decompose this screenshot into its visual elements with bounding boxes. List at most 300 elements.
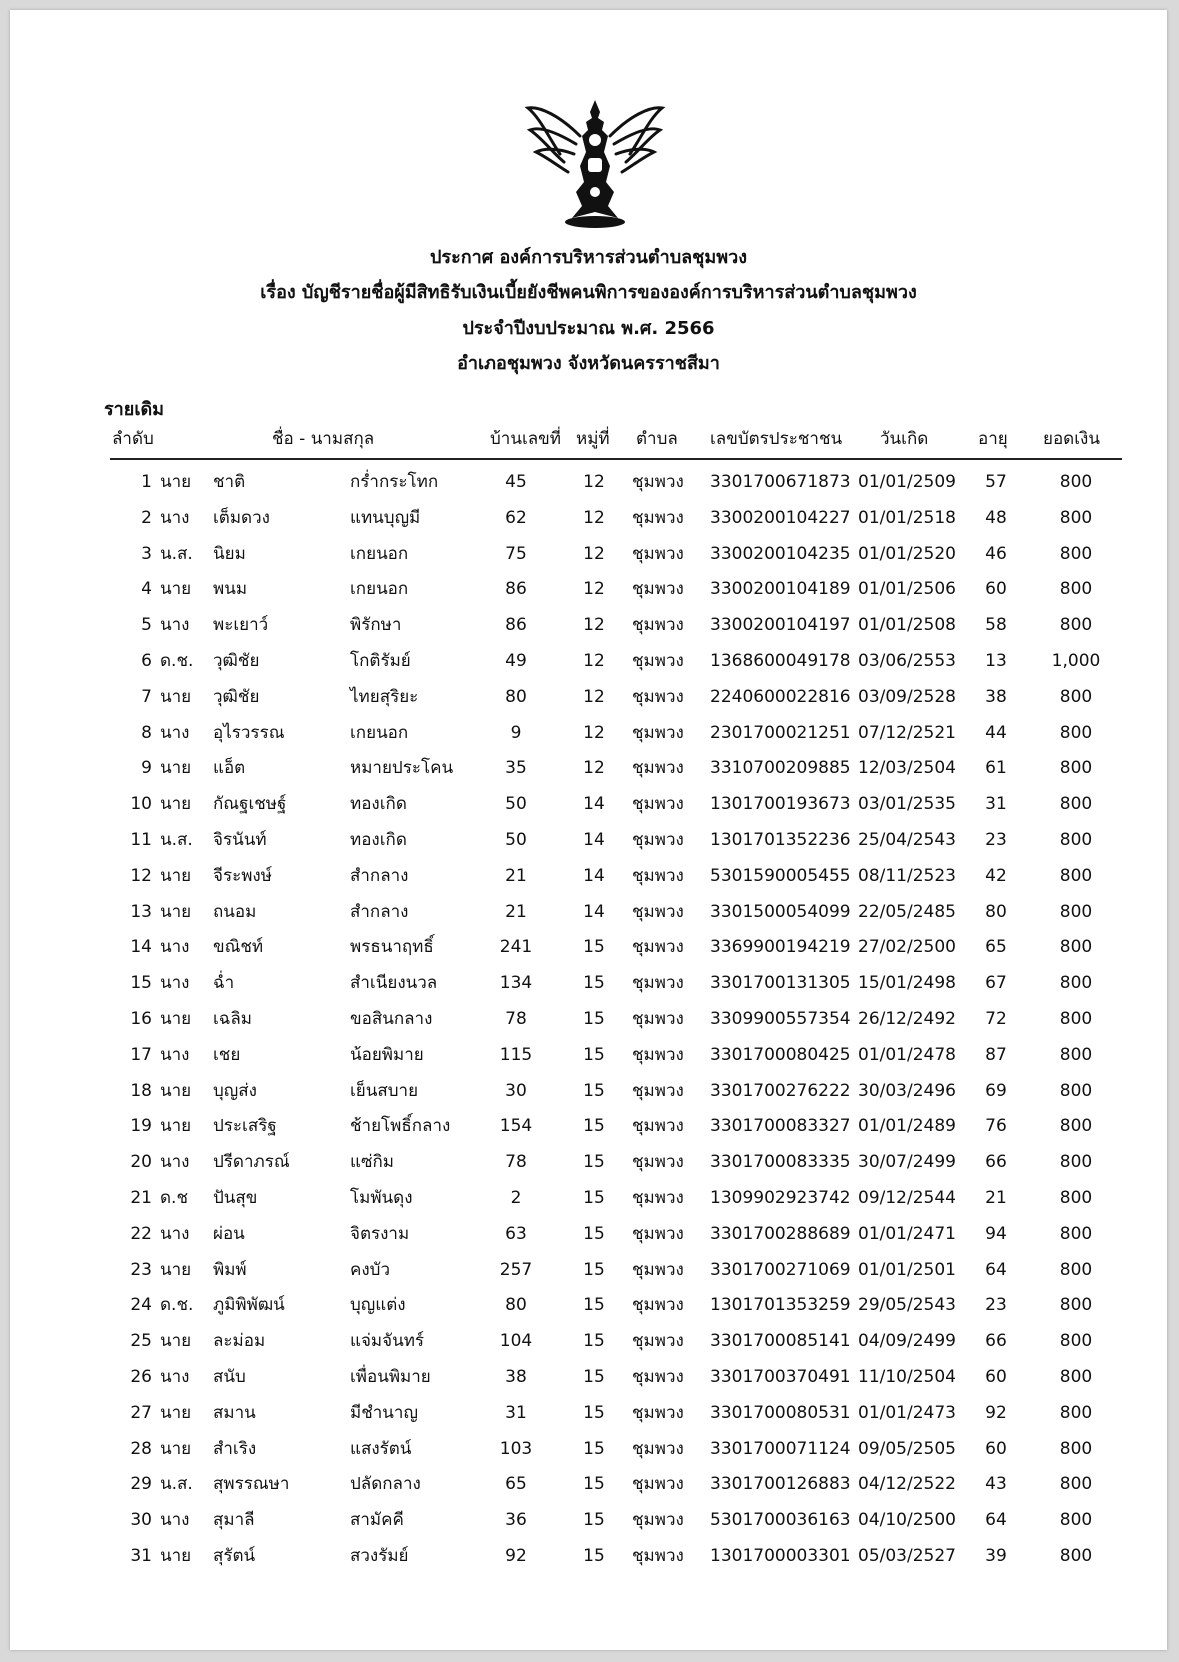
row-prefix: นาย <box>160 1080 192 1101</box>
row-prefix: นาย <box>160 794 192 815</box>
row-birth-date: 03/01/2535 <box>858 794 956 815</box>
table-row <box>10 859 1167 895</box>
row-age: 57 <box>985 472 1007 492</box>
row-moo: 15 <box>583 1545 605 1566</box>
row-amount: 800 <box>1059 1474 1093 1495</box>
row-amount: 800 <box>1059 865 1093 886</box>
row-tambon: ชุมพวง <box>632 579 684 600</box>
row-id-number: 3301700370491 <box>710 1366 851 1387</box>
row-number: 31 <box>130 1545 152 1566</box>
row-id-number: 3300200104227 <box>710 507 851 528</box>
row-last-name: ไทยสุริยะ <box>350 686 419 707</box>
row-amount: 1,000 <box>1051 650 1101 671</box>
row-first-name: นิยม <box>213 543 246 564</box>
row-number: 14 <box>130 937 152 958</box>
row-house-no: 241 <box>499 937 533 958</box>
row-amount: 800 <box>1059 829 1093 850</box>
row-tambon: ชุมพวง <box>632 758 684 779</box>
row-id-number: 3301700271069 <box>710 1259 851 1280</box>
row-tambon: ชุมพวง <box>632 1152 684 1173</box>
row-age: 21 <box>985 1187 1007 1208</box>
row-birth-date: 09/12/2544 <box>858 1187 956 1208</box>
row-prefix: นาง <box>160 1366 190 1387</box>
section-label: รายเดิม <box>104 399 165 420</box>
row-amount: 800 <box>1059 543 1093 564</box>
row-last-name: ทองเกิด <box>350 829 407 850</box>
row-amount: 800 <box>1059 1223 1093 1244</box>
row-birth-date: 04/09/2499 <box>858 1331 956 1352</box>
district-province: อำเภอชุมพวง จังหวัดนครราชสีมา <box>457 353 720 374</box>
row-prefix: ด.ช <box>160 1187 188 1208</box>
row-id-number: 3301700276222 <box>710 1080 851 1101</box>
row-house-no: 35 <box>505 758 527 779</box>
row-first-name: ปรีดาภรณ์ <box>213 1152 290 1173</box>
row-tambon: ชุมพวง <box>632 1223 684 1244</box>
row-number: 4 <box>141 579 152 600</box>
row-number: 19 <box>130 1116 152 1137</box>
row-moo: 15 <box>583 973 605 994</box>
row-number: 1 <box>141 472 152 492</box>
row-moo: 12 <box>583 615 605 636</box>
row-prefix: น.ส. <box>160 829 193 850</box>
row-age: 44 <box>985 722 1007 743</box>
row-house-no: 50 <box>505 829 527 850</box>
row-last-name: แสงรัตน์ <box>350 1438 412 1459</box>
row-amount: 800 <box>1059 1295 1093 1316</box>
row-moo: 15 <box>583 1295 605 1316</box>
row-birth-date: 30/07/2499 <box>858 1152 956 1173</box>
row-first-name: บุญส่ง <box>213 1080 257 1101</box>
row-tambon: ชุมพวง <box>632 1008 684 1029</box>
row-number: 5 <box>141 615 152 636</box>
announcement-title: ประกาศ องค์การบริหารส่วนตำบลชุมพวง <box>429 247 747 268</box>
row-first-name: ภูมิพิพัฒน์ <box>213 1295 285 1316</box>
row-last-name: พิรักษา <box>350 615 402 636</box>
row-moo: 15 <box>583 1152 605 1173</box>
row-prefix: นาง <box>160 1044 190 1065</box>
table-row <box>10 1432 1167 1468</box>
row-age: 69 <box>985 1080 1007 1101</box>
row-prefix: นาง <box>160 722 190 743</box>
row-amount: 800 <box>1059 1545 1093 1566</box>
garuda-emblem-icon <box>520 96 670 231</box>
row-tambon: ชุมพวง <box>632 1116 684 1137</box>
row-birth-date: 01/01/2509 <box>858 472 956 492</box>
row-first-name: ผ่อน <box>213 1223 245 1244</box>
row-birth-date: 05/03/2527 <box>858 1545 956 1566</box>
row-id-number: 1301701353259 <box>710 1295 851 1316</box>
row-house-no: 103 <box>499 1438 533 1459</box>
column-header-tambon: ตำบล <box>636 429 678 449</box>
row-id-number: 3301700071124 <box>710 1438 851 1459</box>
row-birth-date: 01/01/2518 <box>858 507 956 528</box>
row-age: 38 <box>985 686 1007 707</box>
row-first-name: ชาติ <box>213 472 246 492</box>
header-divider <box>110 458 1122 460</box>
row-amount: 800 <box>1059 901 1093 922</box>
row-tambon: ชุมพวง <box>632 901 684 922</box>
row-house-no: 31 <box>505 1402 527 1423</box>
row-prefix: นาย <box>160 1008 192 1029</box>
row-moo: 15 <box>583 1223 605 1244</box>
row-amount: 800 <box>1059 1438 1093 1459</box>
row-first-name: ถนอม <box>213 901 257 922</box>
row-id-number: 3301700080425 <box>710 1044 851 1065</box>
row-birth-date: 01/01/2508 <box>858 615 956 636</box>
row-id-number: 5301700036163 <box>710 1510 851 1531</box>
row-number: 24 <box>130 1295 152 1316</box>
row-house-no: 62 <box>505 507 527 528</box>
column-header-id: เลขบัตรประชาชน <box>710 429 843 449</box>
row-amount: 800 <box>1059 1187 1093 1208</box>
row-prefix: ด.ช. <box>160 1295 194 1316</box>
table-row <box>10 1038 1167 1074</box>
row-number: 8 <box>141 722 152 743</box>
row-birth-date: 22/05/2485 <box>858 901 956 922</box>
row-number: 21 <box>130 1187 152 1208</box>
row-first-name: พะเยาว์ <box>213 615 269 636</box>
row-age: 66 <box>985 1152 1007 1173</box>
row-moo: 12 <box>583 722 605 743</box>
row-amount: 800 <box>1059 1331 1093 1352</box>
row-birth-date: 04/10/2500 <box>858 1510 956 1531</box>
row-birth-date: 01/01/2471 <box>858 1223 956 1244</box>
row-moo: 12 <box>583 686 605 707</box>
row-first-name: ฉ่ำ <box>213 973 235 994</box>
row-age: 46 <box>985 543 1007 564</box>
row-prefix: นาย <box>160 758 192 779</box>
row-last-name: คงบัว <box>350 1259 391 1280</box>
row-moo: 14 <box>583 901 605 922</box>
row-tambon: ชุมพวง <box>632 1474 684 1495</box>
row-age: 80 <box>985 901 1007 922</box>
row-first-name: พนม <box>213 579 248 600</box>
row-birth-date: 01/01/2501 <box>858 1259 956 1280</box>
row-first-name: ขณิชท์ <box>213 937 264 958</box>
row-amount: 800 <box>1059 615 1093 636</box>
row-last-name: โมพันดุง <box>350 1187 413 1208</box>
row-tambon: ชุมพวง <box>632 650 684 671</box>
table-row <box>10 537 1167 573</box>
row-id-number: 3301700083327 <box>710 1116 851 1137</box>
row-age: 13 <box>985 650 1007 671</box>
table-row <box>10 1109 1167 1145</box>
row-birth-date: 26/12/2492 <box>858 1008 956 1029</box>
row-prefix: นาย <box>160 865 192 886</box>
row-house-no: 38 <box>505 1366 527 1387</box>
row-prefix: นาย <box>160 1438 192 1459</box>
table-row <box>10 1360 1167 1396</box>
row-age: 23 <box>985 1295 1007 1316</box>
row-moo: 15 <box>583 1510 605 1531</box>
row-amount: 800 <box>1059 507 1093 528</box>
table-row <box>10 1324 1167 1360</box>
row-last-name: โกติรัมย์ <box>350 650 411 671</box>
row-amount: 800 <box>1059 1366 1093 1387</box>
row-last-name: ทองเกิด <box>350 794 407 815</box>
row-tambon: ชุมพวง <box>632 1259 684 1280</box>
row-prefix: นาย <box>160 1116 192 1137</box>
row-number: 13 <box>130 901 152 922</box>
column-header-dob: วันเกิด <box>880 429 929 449</box>
table-row <box>10 787 1167 823</box>
row-moo: 15 <box>583 1187 605 1208</box>
row-tambon: ชุมพวง <box>632 1044 684 1065</box>
row-prefix: นาง <box>160 615 190 636</box>
row-last-name: ช้ายโพธิ์กลาง <box>350 1116 451 1137</box>
row-tambon: ชุมพวง <box>632 1295 684 1316</box>
row-birth-date: 08/11/2523 <box>858 865 956 886</box>
beneficiary-table <box>10 465 1167 1575</box>
row-house-no: 257 <box>499 1259 533 1280</box>
row-id-number: 3301700083335 <box>710 1152 851 1173</box>
row-tambon: ชุมพวง <box>632 865 684 886</box>
row-house-no: 154 <box>499 1116 533 1137</box>
column-header-moo: หมู่ที่ <box>576 429 610 449</box>
row-number: 22 <box>130 1223 152 1244</box>
row-amount: 800 <box>1059 794 1093 815</box>
row-house-no: 78 <box>505 1008 527 1029</box>
row-age: 64 <box>985 1510 1007 1531</box>
row-house-no: 65 <box>505 1474 527 1495</box>
row-tambon: ชุมพวง <box>632 507 684 528</box>
row-age: 42 <box>985 865 1007 886</box>
row-number: 2 <box>141 507 152 528</box>
row-tambon: ชุมพวง <box>632 1187 684 1208</box>
row-house-no: 21 <box>505 865 527 886</box>
column-header-house: บ้านเลขที่ <box>490 429 562 449</box>
row-amount: 800 <box>1059 1402 1093 1423</box>
row-amount: 800 <box>1059 1044 1093 1065</box>
row-prefix: นาง <box>160 1223 190 1244</box>
row-id-number: 1301700193673 <box>710 794 851 815</box>
row-tambon: ชุมพวง <box>632 794 684 815</box>
row-house-no: 86 <box>505 579 527 600</box>
table-row <box>10 608 1167 644</box>
row-age: 64 <box>985 1259 1007 1280</box>
row-age: 61 <box>985 758 1007 779</box>
row-prefix: นาย <box>160 579 192 600</box>
row-house-no: 63 <box>505 1223 527 1244</box>
row-house-no: 45 <box>505 472 527 492</box>
row-amount: 800 <box>1059 1080 1093 1101</box>
row-last-name: กร่ำกระโทก <box>350 472 439 492</box>
row-age: 94 <box>985 1223 1007 1244</box>
row-tambon: ชุมพวง <box>632 472 684 492</box>
row-prefix: นาง <box>160 937 190 958</box>
row-number: 27 <box>130 1402 152 1423</box>
row-first-name: แอ็ต <box>213 758 246 779</box>
row-amount: 800 <box>1059 472 1093 492</box>
row-number: 16 <box>130 1008 152 1029</box>
row-number: 3 <box>141 543 152 564</box>
row-prefix: นาย <box>160 1259 192 1280</box>
table-row <box>10 930 1167 966</box>
row-number: 18 <box>130 1080 152 1101</box>
row-amount: 800 <box>1059 579 1093 600</box>
table-row <box>10 823 1167 859</box>
announcement-subject: เรื่อง บัญชีรายชื่อผู้มีสิทธิรับเงินเบี้ยยังชีพคนพิการขององค์การบริหารส่วนตำบลชุมพวง <box>260 282 917 303</box>
row-moo: 12 <box>583 472 605 492</box>
row-id-number: 3301700080531 <box>710 1402 851 1423</box>
row-moo: 12 <box>583 758 605 779</box>
column-header-name: ชื่อ - นามสกุล <box>272 429 375 449</box>
row-tambon: ชุมพวง <box>632 686 684 707</box>
table-row <box>10 716 1167 752</box>
row-house-no: 9 <box>510 722 522 743</box>
row-first-name: พิมพ์ <box>213 1259 247 1280</box>
row-id-number: 3301700126883 <box>710 1474 851 1495</box>
row-birth-date: 01/01/2478 <box>858 1044 956 1065</box>
row-id-number: 3309900557354 <box>710 1008 851 1029</box>
table-row <box>10 1181 1167 1217</box>
row-last-name: จิตรงาม <box>350 1223 410 1244</box>
row-first-name: เต็มดวง <box>213 507 270 528</box>
row-amount: 800 <box>1059 1510 1093 1531</box>
row-first-name: กัณฐเชษฐ์ <box>213 794 287 815</box>
row-first-name: เชย <box>213 1044 241 1065</box>
row-amount: 800 <box>1059 1259 1093 1280</box>
row-number: 29 <box>130 1474 152 1495</box>
row-house-no: 2 <box>510 1187 522 1208</box>
row-number: 9 <box>141 758 152 779</box>
row-number: 25 <box>130 1331 152 1352</box>
row-age: 60 <box>985 1366 1007 1387</box>
row-amount: 800 <box>1059 937 1093 958</box>
row-age: 31 <box>985 794 1007 815</box>
row-last-name: แซ่กิม <box>350 1152 394 1173</box>
row-age: 76 <box>985 1116 1007 1137</box>
row-number: 6 <box>141 650 152 671</box>
row-birth-date: 04/12/2522 <box>858 1474 956 1495</box>
table-row <box>10 465 1167 501</box>
row-last-name: สำเนียงนวล <box>350 973 438 994</box>
table-row <box>10 895 1167 931</box>
row-age: 66 <box>985 1331 1007 1352</box>
row-birth-date: 01/01/2473 <box>858 1402 956 1423</box>
row-birth-date: 27/02/2500 <box>858 937 956 958</box>
row-first-name: วุฒิชัย <box>213 650 260 671</box>
row-birth-date: 07/12/2521 <box>858 722 956 743</box>
row-first-name: ปันสุข <box>213 1187 258 1208</box>
row-number: 10 <box>130 794 152 815</box>
row-age: 65 <box>985 937 1007 958</box>
row-amount: 800 <box>1059 1116 1093 1137</box>
column-header-amount: ยอดเงิน <box>1043 429 1100 449</box>
row-last-name: มีชำนาญ <box>350 1402 418 1423</box>
row-first-name: สำเริง <box>213 1438 257 1459</box>
row-birth-date: 03/09/2528 <box>858 686 956 707</box>
row-tambon: ชุมพวง <box>632 1080 684 1101</box>
row-number: 20 <box>130 1152 152 1173</box>
column-header-age: อายุ <box>978 429 1008 449</box>
row-last-name: เพื่อนพิมาย <box>350 1366 431 1387</box>
row-id-number: 3300200104197 <box>710 615 851 636</box>
document-page <box>10 10 1167 1650</box>
row-moo: 15 <box>583 1474 605 1495</box>
row-last-name: เย็นสบาย <box>350 1080 419 1101</box>
row-id-number: 1301701352236 <box>710 829 851 850</box>
row-birth-date: 12/03/2504 <box>858 758 956 779</box>
row-id-number: 1309902923742 <box>710 1187 851 1208</box>
row-moo: 14 <box>583 865 605 886</box>
row-prefix: นาง <box>160 507 190 528</box>
row-tambon: ชุมพวง <box>632 543 684 564</box>
row-prefix: น.ส. <box>160 1474 193 1495</box>
row-amount: 800 <box>1059 686 1093 707</box>
row-number: 30 <box>130 1510 152 1531</box>
row-age: 43 <box>985 1474 1007 1495</box>
row-age: 58 <box>985 615 1007 636</box>
row-first-name: อุไรวรรณ <box>213 722 285 743</box>
row-first-name: สุรัตน์ <box>213 1545 256 1566</box>
table-row <box>10 1253 1167 1289</box>
row-house-no: 92 <box>505 1545 527 1566</box>
row-moo: 15 <box>583 1331 605 1352</box>
row-tambon: ชุมพวง <box>632 1510 684 1531</box>
row-prefix: นาย <box>160 901 192 922</box>
row-first-name: สุพรรณษา <box>213 1474 290 1495</box>
row-number: 23 <box>130 1259 152 1280</box>
row-birth-date: 25/04/2543 <box>858 829 956 850</box>
row-prefix: ด.ช. <box>160 650 194 671</box>
row-age: 60 <box>985 1438 1007 1459</box>
table-row <box>10 1288 1167 1324</box>
row-last-name: พรธนาฤทธิ์ <box>350 937 434 958</box>
row-first-name: ละม่อม <box>213 1331 266 1352</box>
row-moo: 14 <box>583 829 605 850</box>
row-id-number: 3301500054099 <box>710 901 851 922</box>
row-tambon: ชุมพวง <box>632 1545 684 1566</box>
row-age: 23 <box>985 829 1007 850</box>
row-prefix: นาย <box>160 472 192 492</box>
row-prefix: นาย <box>160 686 192 707</box>
row-moo: 12 <box>583 543 605 564</box>
row-age: 72 <box>985 1008 1007 1029</box>
row-id-number: 3300200104189 <box>710 579 851 600</box>
row-birth-date: 29/05/2543 <box>858 1295 956 1316</box>
row-moo: 15 <box>583 1366 605 1387</box>
row-last-name: สำกลาง <box>350 901 409 922</box>
row-id-number: 1301700003301 <box>710 1545 851 1566</box>
row-moo: 15 <box>583 1402 605 1423</box>
row-moo: 12 <box>583 507 605 528</box>
row-last-name: เกยนอก <box>350 543 409 564</box>
row-first-name: สนับ <box>213 1366 246 1387</box>
row-id-number: 3301700288689 <box>710 1223 851 1244</box>
row-house-no: 86 <box>505 615 527 636</box>
row-age: 87 <box>985 1044 1007 1065</box>
row-number: 7 <box>141 686 152 707</box>
row-moo: 15 <box>583 1259 605 1280</box>
row-id-number: 3301700085141 <box>710 1331 851 1352</box>
row-house-no: 30 <box>505 1080 527 1101</box>
row-moo: 12 <box>583 650 605 671</box>
row-last-name: บุญแต่ง <box>350 1295 406 1316</box>
row-last-name: สำกลาง <box>350 865 409 886</box>
row-birth-date: 01/01/2489 <box>858 1116 956 1137</box>
row-prefix: นาย <box>160 1402 192 1423</box>
row-birth-date: 01/01/2506 <box>858 579 956 600</box>
row-moo: 15 <box>583 1438 605 1459</box>
row-house-no: 78 <box>505 1152 527 1173</box>
table-row <box>10 1396 1167 1432</box>
row-id-number: 2301700021251 <box>710 722 851 743</box>
table-row <box>10 501 1167 537</box>
row-first-name: เฉลิม <box>213 1008 253 1029</box>
row-amount: 800 <box>1059 1008 1093 1029</box>
row-prefix: น.ส. <box>160 543 193 564</box>
